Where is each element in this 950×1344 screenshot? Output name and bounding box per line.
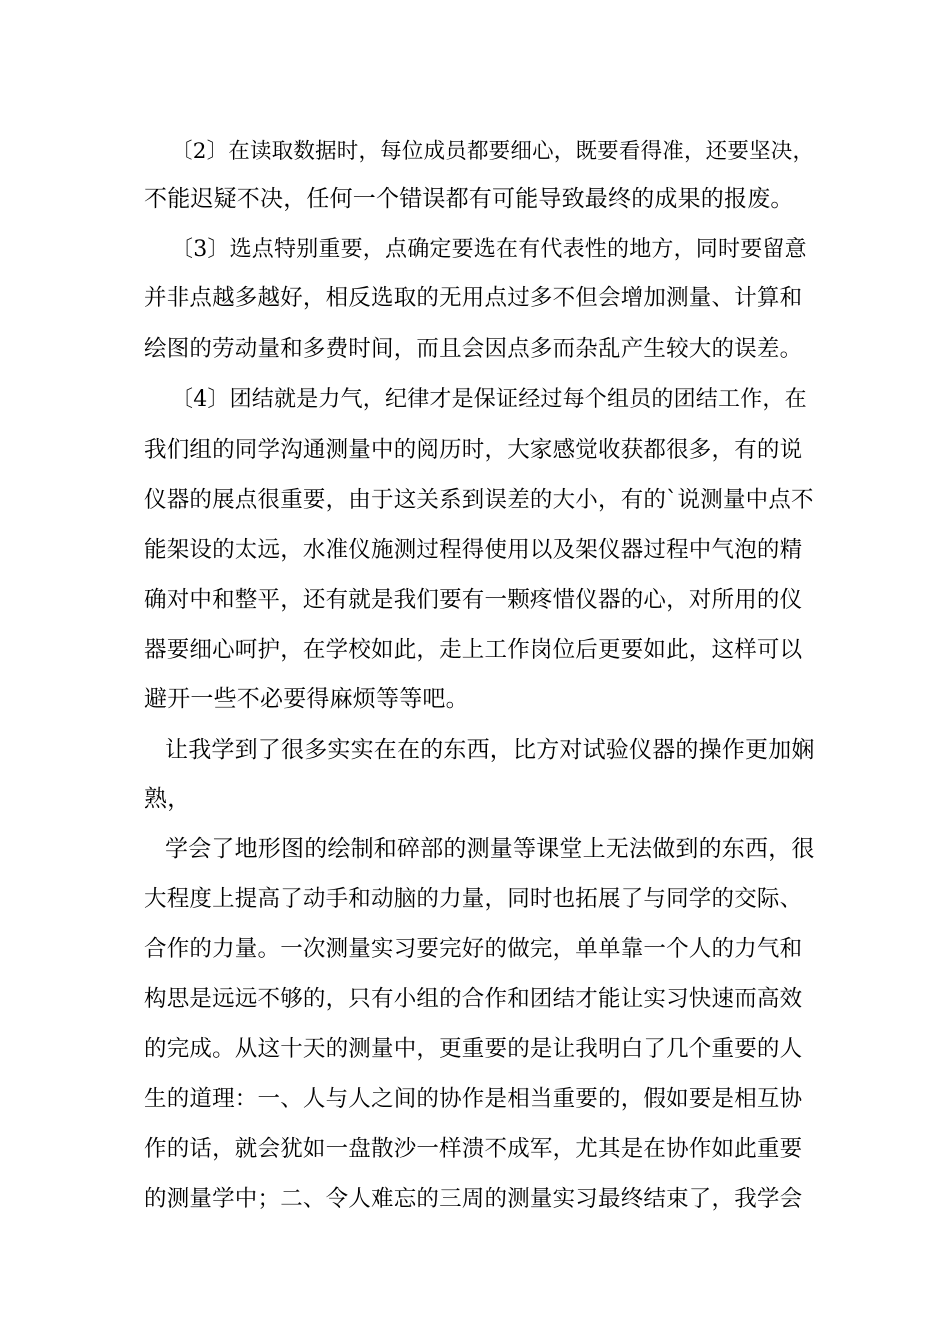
text-line: 作的话，就会犹如一盘散沙一样溃不成军，尤其是在协作如此重要: [144, 1136, 803, 1162]
text-line: 〔2〕在读取数据时，每位成员都要细心，既要看得准，还要坚决，: [171, 139, 815, 164]
text-line: 不能迟疑不决，任何一个错误都有可能导致最终的成果的报废。: [144, 186, 794, 212]
text-line: 〔4〕团结就是力气，纪律才是保证经过每个组员的团结工作，在: [171, 387, 807, 412]
text-line: 并非点越多越好，相反选取的无用点过多不但会增加测量、计算和: [144, 285, 803, 311]
text-line: 让我学到了很多实实在在的东西，比方对试验仪器的操作更加娴: [165, 737, 815, 763]
text-line: 〔3〕选点特别重要，点确定要选在有代表性的地方，同时要留意: [171, 237, 807, 262]
text-line: 构思是远远不够的，只有小组的合作和团结才能让实习快速而高效: [144, 986, 803, 1012]
text-line: 我们组的同学沟通测量中的阅历时，大家感觉收获都很多，有的说: [144, 437, 803, 463]
text-line: 确对中和整平，还有就是我们要有一颗疼惜仪器的心，对所用的仪: [144, 587, 803, 613]
text-line: 避开一些不必要得麻烦等等吧。: [144, 686, 469, 712]
text-line: 合作的力量。一次测量实习要完好的做完，单单靠一个人的力气和: [144, 936, 803, 962]
text-line: 学会了地形图的绘制和碎部的测量等课堂上无法做到的东西，很: [165, 836, 815, 862]
text-line: 绘图的劳动量和多费时间，而且会因点多而杂乱产生较大的误差。: [144, 336, 803, 362]
text-line: 器要细心呵护，在学校如此，走上工作岗位后更要如此，这样可以: [144, 637, 803, 663]
text-line: 的完成。从这十天的测量中，更重要的是让我明白了几个重要的人: [144, 1036, 803, 1062]
text-line: 仪器的展点很重要，由于这关系到误差的大小，有的`说测量中点不: [144, 487, 814, 513]
text-line: 生的道理：一、人与人之间的协作是相当重要的，假如要是相互协: [144, 1086, 803, 1112]
text-line: 熟，: [144, 786, 191, 812]
text-line: 能架设的太远，水准仪施测过程得使用以及架仪器过程中气泡的精: [144, 537, 803, 563]
text-line: 的测量学中；二、令人难忘的三周的测量实习最终结束了，我学会: [144, 1186, 803, 1212]
text-line: 大程度上提高了动手和动脑的力量，同时也拓展了与同学的交际、: [144, 886, 803, 912]
